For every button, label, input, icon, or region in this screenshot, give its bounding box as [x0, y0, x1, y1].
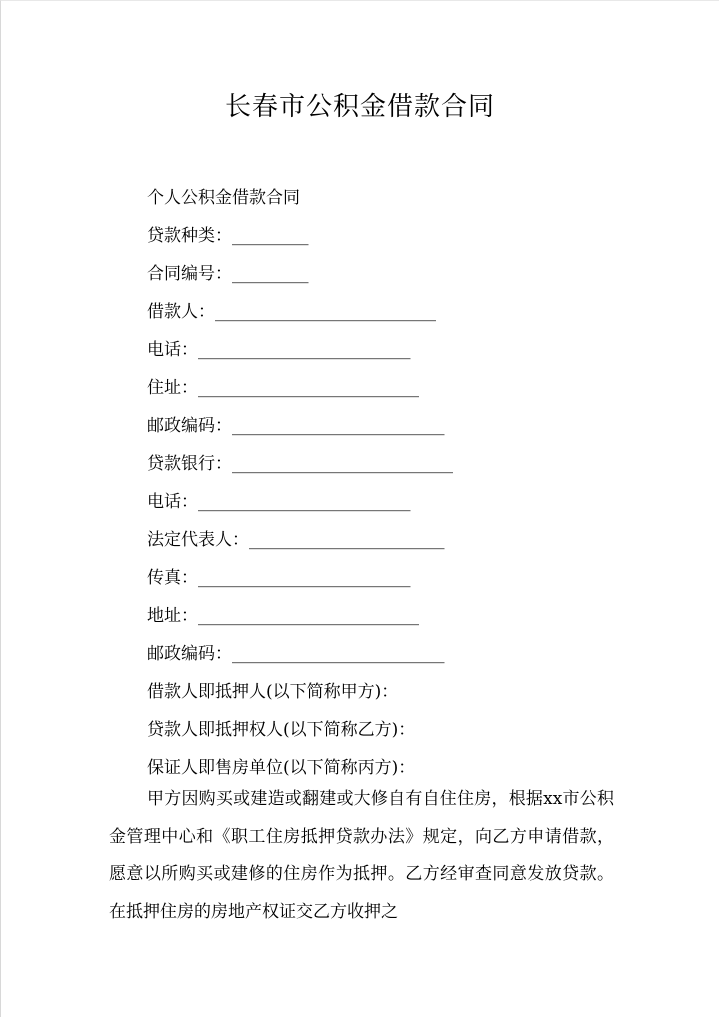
- field-blank: _________________________: [198, 340, 411, 360]
- field-label: 邮政编码：: [147, 644, 232, 664]
- field-blank: _________________________: [232, 644, 445, 664]
- party-line-party-c: 保证人即售房单位(以下简称丙方)：: [147, 758, 416, 778]
- field-contract-number: [147, 259, 309, 284]
- field-label: 邮政编码：: [147, 416, 232, 436]
- field-label: 贷款种类：: [147, 226, 232, 246]
- field-label: 合同编号：: [147, 264, 232, 284]
- field-blank: _________________________: [232, 416, 445, 436]
- field-label: 贷款银行：: [147, 454, 232, 474]
- field-label: 借款人：: [147, 302, 215, 322]
- field-blank: _______________________: [249, 530, 445, 550]
- field-blank: __________________________: [198, 606, 419, 626]
- party-line-party-b: 贷款人即抵押权人(以下简称乙方)：: [147, 720, 416, 740]
- field-bank-address: [147, 601, 419, 626]
- field-fax: [147, 563, 411, 588]
- field-blank: _________________________: [198, 492, 411, 512]
- field-label: 地址：: [147, 606, 198, 626]
- document-subtitle: 个人公积金借款合同: [147, 188, 300, 208]
- field-label: 住址：: [147, 378, 198, 398]
- field-borrower: [147, 297, 436, 322]
- field-borrower-postcode: [147, 411, 445, 436]
- field-loan-type: [147, 221, 309, 246]
- body-paragraph: 甲方因购买或建造或翻建或大修自有自住住房，根据xx市公积金管理中心和《职工住房抵押贷款办法》规定，向乙方申请借款，愿意以所购买或建修的住房作为抵押。乙方经审查同意发放贷款。在抵押住房的房地产权证交乙方收押之: [109, 789, 614, 922]
- document-title: 长春市公积金借款合同: [224, 92, 495, 122]
- field-blank: _________________________: [198, 568, 411, 588]
- field-blank: __________________________: [215, 302, 436, 322]
- field-blank: _________: [232, 226, 309, 246]
- field-label: 电话：: [147, 340, 198, 360]
- field-label: 电话：: [147, 492, 198, 512]
- field-blank: __________________________: [198, 378, 419, 398]
- field-lending-bank: [147, 449, 453, 474]
- field-borrower-address: [147, 373, 419, 398]
- field-bank-phone: [147, 487, 411, 512]
- field-bank-postcode: [147, 639, 445, 664]
- field-label: 传真：: [147, 568, 198, 588]
- field-blank: _________: [232, 264, 309, 284]
- field-borrower-phone: [147, 335, 411, 360]
- field-label: 法定代表人：: [147, 530, 249, 550]
- field-blank: __________________________: [232, 454, 453, 474]
- party-line-party-a: 借款人即抵押人(以下简称甲方)：: [147, 682, 399, 702]
- field-legal-representative: [147, 525, 445, 550]
